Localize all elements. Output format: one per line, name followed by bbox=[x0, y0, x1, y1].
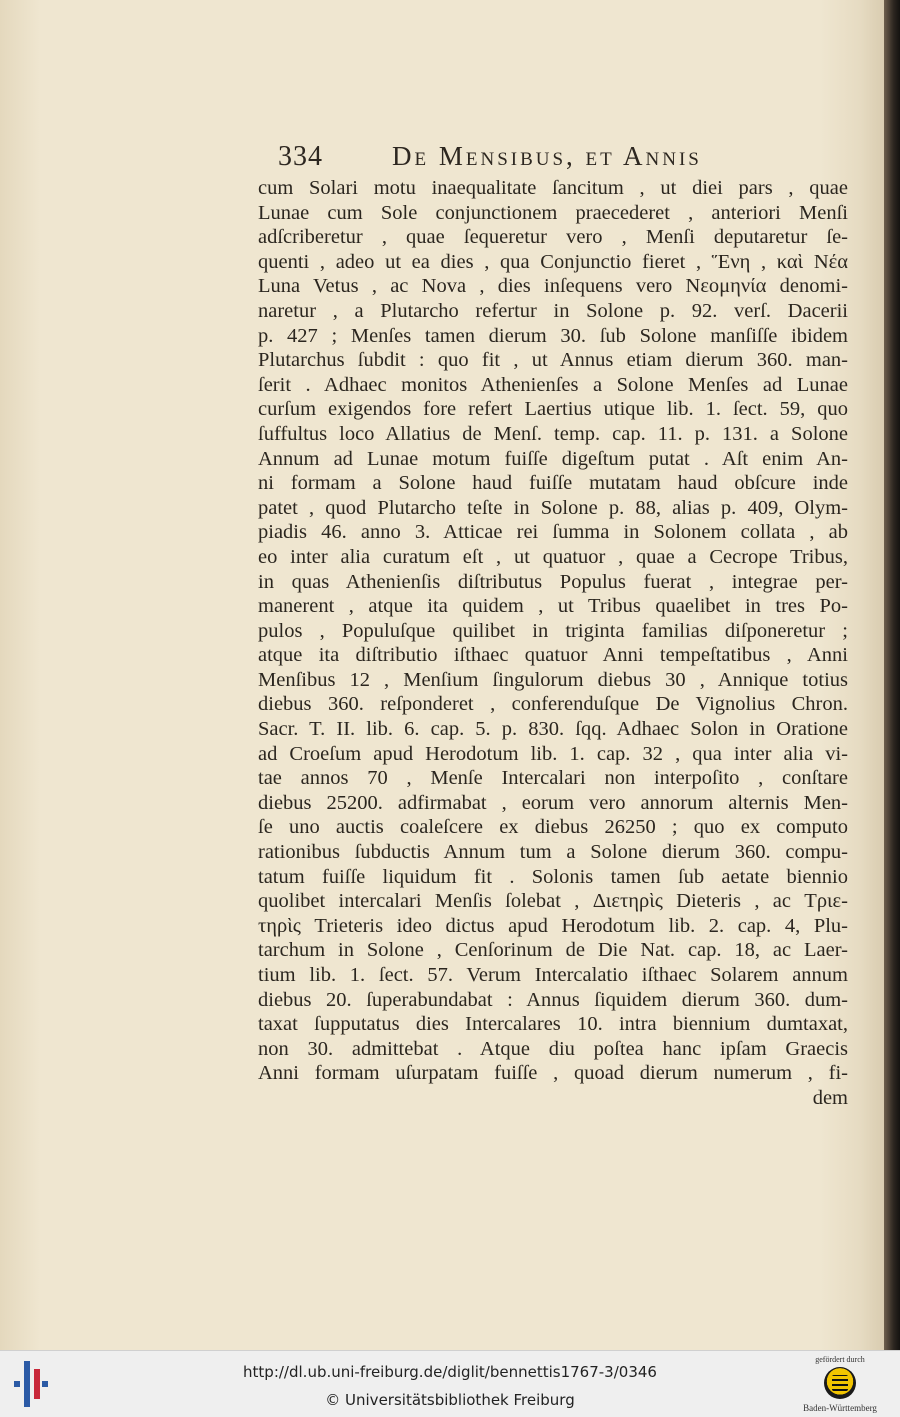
text-line: ſe uno auctis coaleſcere ex diebus 26250 ; quo ex computo bbox=[258, 816, 848, 839]
text-line: Annum ad Lunae motum fuiſſe digeſtum putat . Aſt enim An- bbox=[258, 447, 848, 470]
text-line: Anni formam uſurpatam fuiſſe , quoad dierum numerum , fi- bbox=[258, 1062, 848, 1085]
text-line: ſerit . Adhaec monitos Athenienſes a Solone Menſes ad Lunae bbox=[258, 373, 848, 396]
text-line: naretur , a Plutarcho refertur in Solone p. 92. verſ. Dacerii bbox=[258, 299, 848, 322]
text-line: tatum fuiſſe liquidum fit . Solonis tamen ſub aetate biennio bbox=[258, 865, 848, 888]
text-line: dem bbox=[812, 1086, 848, 1109]
text-line: Lunae cum Sole conjunctionem praecederet , anteriori Menſi bbox=[258, 201, 848, 224]
text-line: cum Solari motu inaequalitate ſancitum , ut diei pars , quae bbox=[258, 177, 848, 199]
text-line: non 30. admittebat . Atque diu poſtea hanc ipſam Graecis bbox=[258, 1037, 848, 1060]
text-line: rationibus ſubductis Annum tum a Solone dierum 360. compu- bbox=[258, 841, 848, 864]
page-url-link[interactable]: http://dl.ub.uni-freiburg.de/diglit/bennettis1767-3/0346 bbox=[243, 1363, 657, 1381]
copyright-text: © Universitätsbibliothek Freiburg bbox=[325, 1391, 575, 1409]
text-line: in quas Athenienſis diſtributus Populus fuerat , integrae per- bbox=[258, 570, 848, 593]
text-line: diebus 20. ſuperabundabat : Annus ſiquidem dierum 360. dum- bbox=[258, 988, 848, 1011]
text-line: ſuffultus loco Allatius de Menſ. temp. cap. 11. p. 131. a Solone bbox=[258, 422, 848, 445]
text-line: eo inter alia curatum eſt , ut quatuor , quae a Cecrope Tribus, bbox=[258, 545, 848, 568]
text-line: curſum exigendos fore refert Laertius utique lib. 1. ſect. 59, quo bbox=[258, 398, 848, 421]
page-header bbox=[278, 141, 768, 181]
text-line: pulos , Populuſque quilibet in triginta familias diſponeretur ; bbox=[258, 619, 848, 642]
text-line: quolibet intercalari Menſis ſolebat , Διετηρὶς Dieteris , ac Τριε- bbox=[258, 890, 848, 913]
text-line: tae annos 70 , Menſe Intercalari non interpoſito , conſtare bbox=[258, 767, 848, 790]
text-line: p. 427 ; Menſes tamen dierum 30. ſub Solone manſiſſe ibidem bbox=[258, 324, 848, 347]
text-line: atque ita diſtributio iſthaec quatuor Anni tempeſtatibus , Anni bbox=[258, 644, 848, 667]
text-line: ni formam a Solone haud fuiſſe mutatam haud obſcure inde bbox=[258, 472, 848, 495]
body-text bbox=[258, 176, 848, 1111]
sponsor-name: Baden-Württemberg bbox=[803, 1403, 877, 1413]
text-line: Luna Vetus , ac Nova , dies inſequens vero Νεομηνία denomi- bbox=[258, 275, 848, 298]
text-line: patet , quod Plutarcho teſte in Solone p. 88, alias p. 409, Olym- bbox=[258, 496, 848, 519]
text-line: manerent , atque ita quidem , ut Tribus quaelibet in tres Po- bbox=[258, 595, 848, 618]
text-line: ad Croeſum apud Herodotum lib. 1. cap. 32 , qua inter alia vi- bbox=[258, 742, 848, 765]
text-line: diebus 25200. adfirmabat , eorum vero annorum alternis Men- bbox=[258, 791, 848, 814]
text-line: diebus 360. reſponderet , conferenduſque De Vignolius Chron. bbox=[258, 693, 848, 716]
footer-bar bbox=[0, 1350, 900, 1417]
sponsor-logo[interactable] bbox=[790, 1355, 890, 1415]
crest-icon bbox=[824, 1367, 856, 1399]
text-line: taxat ſupputatus dies Intercalares 10. intra biennium dumtaxat, bbox=[258, 1013, 848, 1036]
text-line: tium lib. 1. ſect. 57. Verum Intercalatio iſthaec Solarem annum bbox=[258, 964, 848, 986]
running-title: De Mensibus, et Annis bbox=[392, 141, 702, 171]
text-line: Menſibus 12 , Menſium ſingulorum diebus 30 , Annique totius bbox=[258, 668, 848, 691]
page-edge bbox=[884, 0, 900, 1350]
text-line: piadis 46. anno 3. Atticae rei ſumma in Solonem collata , ab bbox=[258, 521, 848, 544]
text-line: quenti , adeo ut ea dies , qua Conjunctio fieret , Ἕνη , καὶ Νέα bbox=[258, 250, 848, 273]
text-line: adſcriberetur , quae ſequeretur vero , Menſi deputaretur ſe- bbox=[258, 226, 848, 249]
text-line: τηρὶς Trieteris ideo dictus apud Herodotum lib. 2. cap. 4, Plu- bbox=[258, 914, 848, 937]
text-line: Sacr. T. II. lib. 6. cap. 5. p. 830. ſqq. Adhaec Solon in Oratione bbox=[258, 718, 848, 741]
page-number: 334 bbox=[278, 141, 323, 172]
sponsor-caption: gefördert durch bbox=[815, 1355, 865, 1364]
text-line: Plutarchus ſubdit : quo fit , ut Annus etiam dierum 360. man- bbox=[258, 349, 848, 372]
text-line: tarchum in Solone , Cenſorinum de Die Nat. cap. 18, ac Laer- bbox=[258, 939, 848, 962]
